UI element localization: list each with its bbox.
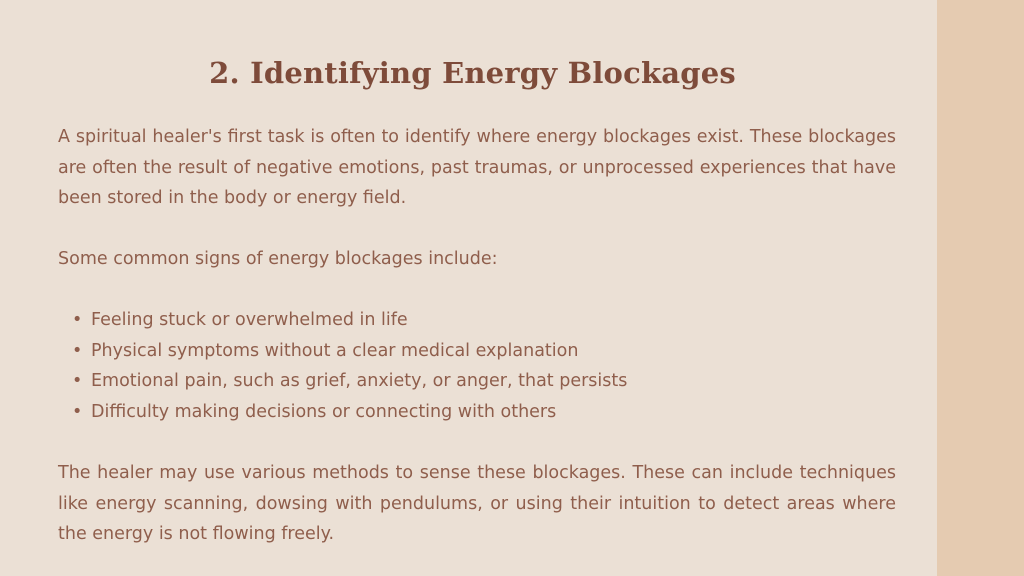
methods-paragraph: The healer may use various methods to sense these blockages. These can include techniques like energy scanning, dowsing with pendulums, or using their intuition to detect areas where the energy is not flowing freely. <box>58 463 896 544</box>
bullet-text: Physical symptoms without a clear medical explanation <box>91 340 579 361</box>
bullet-item <box>58 336 896 367</box>
bullet-item <box>58 397 896 428</box>
bullet-dot-icon: • <box>72 371 83 391</box>
bullet-text: Feeling stuck or overwhelmed in life <box>91 310 408 330</box>
decorative-side-band <box>937 0 1024 576</box>
bullet-item <box>58 305 896 336</box>
bullet-text: Difficulty making decisions or connecting with others <box>91 401 557 422</box>
intro-paragraph: A spiritual healer's first task is often to identify where energy blockages exist. These blockages are often the result of negative emotions, past traumas, or unprocessed experiences that have been stored in the body or energy field. <box>58 127 896 208</box>
bullet-text: Emotional pain, such as grief, anxiety, or anger, that persists <box>91 371 628 391</box>
signs-bullet-list <box>58 305 896 427</box>
bullet-item <box>58 366 896 397</box>
bullet-dot-icon: • <box>72 310 83 330</box>
slide-title: 2. Identifying Energy Blockages <box>209 56 736 90</box>
bullet-dot-icon: • <box>72 401 83 422</box>
bullet-dot-icon: • <box>72 340 83 361</box>
signs-intro-paragraph: Some common signs of energy blockages include: <box>58 249 498 269</box>
